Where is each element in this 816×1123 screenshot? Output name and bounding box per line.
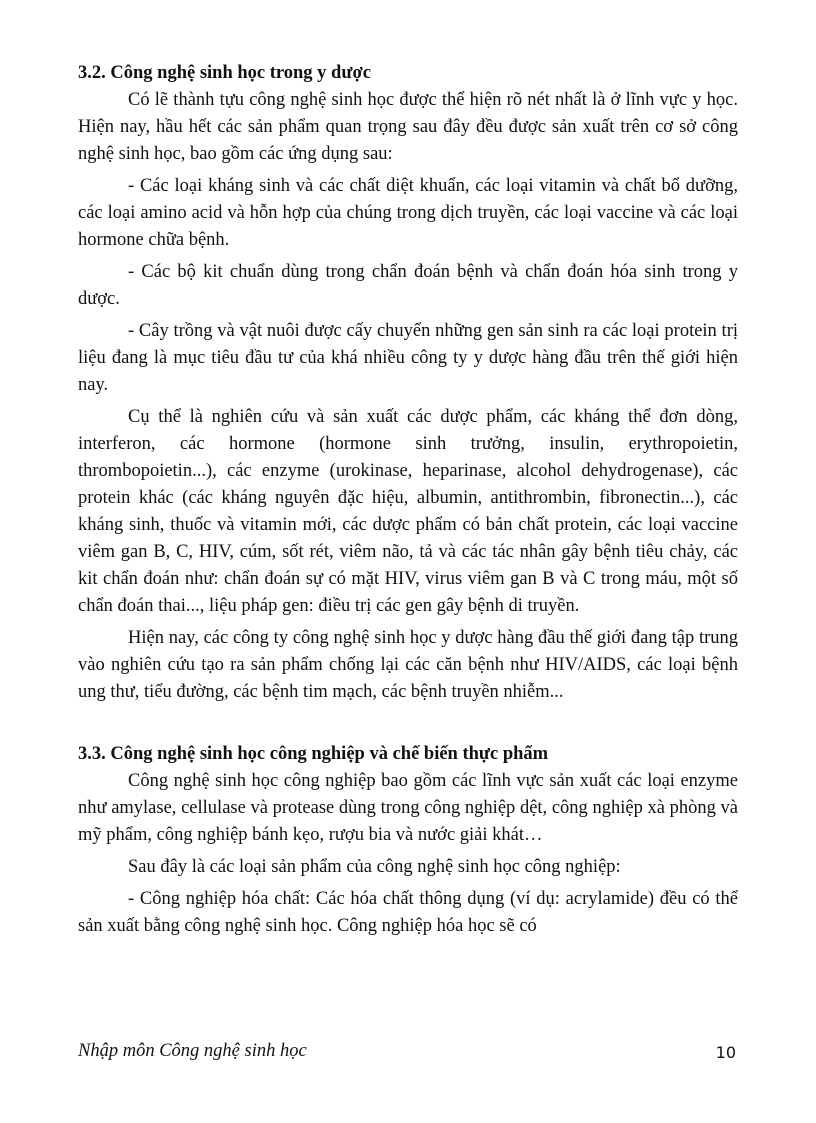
paragraph: Hiện nay, các công ty công nghệ sinh học y dược hàng đầu thế giới đang tập trung vào nghiên cứu tạo ra sản phẩm chống lại các căn bệnh như HIV/AIDS, các loại bệnh ung thư, tiểu đường, các bệnh tim mạch, các bệnh truyền nhiễm... [78,628,738,702]
bullet-paragraph: - Các bộ kit chuẩn dùng trong chẩn đoán bệnh và chẩn đoán hóa sinh trong y dược. [78,262,738,309]
paragraph: Công nghệ sinh học công nghiệp bao gồm các lĩnh vực sản xuất các loại enzyme như amylase, cellulase và protease dùng trong công nghiệp dệt, công nghiệp xà phòng và mỹ phẩm, công nghiệp bánh kẹo, rượu bia và nước giải khát… [78,771,738,845]
section-heading: 3.2. Công nghệ sinh học trong y dược [78,63,371,83]
paragraph: Cụ thể là nghiên cứu và sản xuất các dược phẩm, các kháng thể đơn dòng, interferon, các hormone (hormone sinh trưởng, insulin, erythropoietin, thrombopoietin...), các enzyme (urokinase, heparinase, alcohol dehydrogenase), các protein khác (các kháng nguyên đặc hiệu, albumin, antithrombin, fibronectin...), các kháng sinh, thuốc và vitamin mới, các dược phẩm có bản chất protein, các loại vaccine viêm gan B, C, HIV, cúm, sốt rét, viêm não, tả và các tác nhân gây bệnh tiêu chảy, các kit chẩn đoán như: chẩn đoán sự có mặt HIV, virus viêm gan B và C trong máu, một số chẩn đoán thai..., liệu pháp gen: điều trị các gen gây bệnh di truyền. [78,407,738,616]
page-content [78,60,738,945]
bullet-paragraph: - Công nghiệp hóa chất: Các hóa chất thông dụng (ví dụ: acrylamide) đều có thể sản xuất bằng công nghệ sinh học. Công nghiệp hóa học sẽ có [78,889,738,936]
page-number: 10 [715,1043,736,1062]
section-3-3 [78,741,738,940]
footer-book-title: Nhập môn Công nghệ sinh học [78,1041,307,1061]
section-heading: 3.3. Công nghệ sinh học công nghiệp và chế biến thực phẩm [78,744,549,764]
paragraph: Sau đây là các loại sản phẩm của công nghệ sinh học công nghiệp: [128,857,621,877]
section-3-2 [78,60,738,706]
bullet-paragraph: - Cây trồng và vật nuôi được cấy chuyển những gen sản sinh ra các loại protein trị liệu đang là mục tiêu đầu tư của khá nhiều công ty y dược hàng đầu trên thế giới hiện nay. [78,321,738,395]
bullet-paragraph: - Các loại kháng sinh và các chất diệt khuẩn, các loại vitamin và chất bổ dưỡng, các loại amino acid và hỗn hợp của chúng trong dịch truyền, các loại vaccine và các loại hormone chữa bệnh. [78,176,738,250]
paragraph: Có lẽ thành tựu công nghệ sinh học được thể hiện rõ nét nhất là ở lĩnh vực y học. Hiện nay, hầu hết các sản phẩm quan trọng sau đây đều được sản xuất trên cơ sở công nghệ sinh học, bao gồm các ứng dụng sau: [78,90,738,164]
section-spacer [78,711,738,741]
